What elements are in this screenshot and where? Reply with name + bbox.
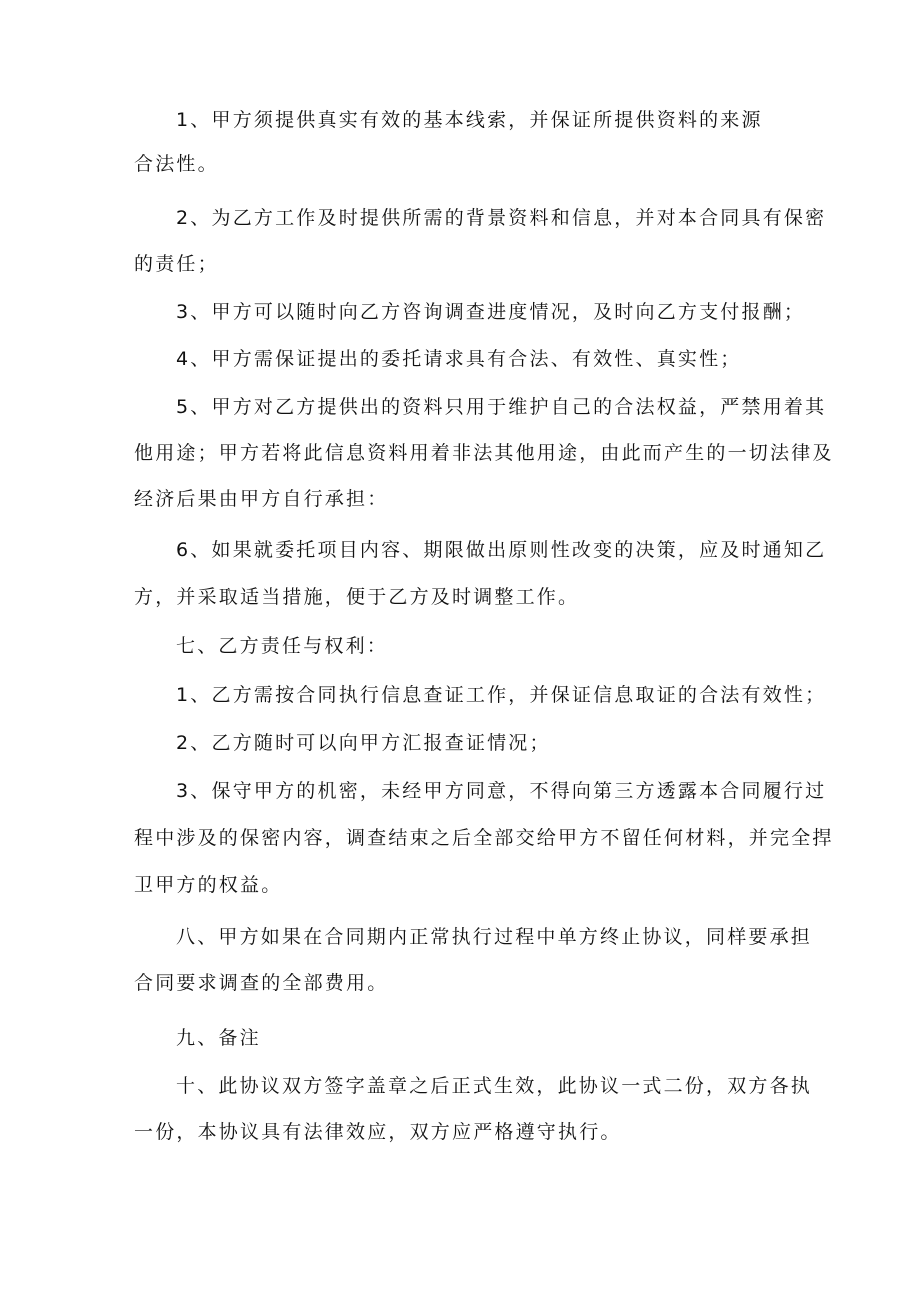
- section-heading: 九、备注: [176, 1027, 261, 1049]
- section-paragraph: 八、甲方如果在合同期内正常执行过程中单方终止协议，同样要承担: [176, 926, 813, 948]
- paragraph-line: 程中涉及的保密内容，调查结束之后全部交给甲方不留任何材料，并完全捍: [134, 827, 834, 849]
- section-paragraph: 十、此协议双方签字盖章之后正式生效，此协议一式二份，双方各执: [176, 1075, 813, 1097]
- paragraph-line: 一份，本协议具有法律效应，双方应严格遵守执行。: [134, 1121, 622, 1143]
- paragraph-line: 3、保守甲方的机密，未经甲方同意，不得向第三方透露本合同履行过: [176, 780, 827, 802]
- paragraph-line: 合同要求调查的全部费用。: [134, 972, 389, 994]
- paragraph-line: 方，并采取适当措施，便于乙方及时调整工作。: [134, 586, 580, 608]
- paragraph-line: 2、乙方随时可以向甲方汇报查证情况；: [176, 732, 551, 754]
- paragraph-line: 经济后果由甲方自行承担：: [134, 488, 389, 510]
- paragraph-line: 他用途；甲方若将此信息资料用着非法其他用途，由此而产生的一切法律及: [134, 442, 834, 464]
- section-heading: 七、乙方责任与权利：: [176, 635, 389, 657]
- paragraph-line: 5、甲方对乙方提供出的资料只用于维护自己的合法权益，严禁用着其: [176, 396, 827, 418]
- paragraph-line: 1、甲方须提供真实有效的基本线索，并保证所提供资料的来源: [176, 109, 763, 131]
- paragraph-line: 3、甲方可以随时向乙方咨询调查进度情况，及时向乙方支付报酬；: [176, 301, 806, 323]
- paragraph-line: 2、为乙方工作及时提供所需的背景资料和信息，并对本合同具有保密: [176, 207, 827, 229]
- paragraph-line: 6、如果就委托项目内容、期限做出原则性改变的决策，应及时通知乙: [176, 539, 827, 561]
- paragraph-line: 1、乙方需按合同执行信息查证工作，并保证信息取证的合法有效性；: [176, 684, 827, 706]
- paragraph-line: 卫甲方的权益。: [134, 874, 283, 896]
- paragraph-line: 的责任；: [134, 253, 219, 275]
- paragraph-line: 合法性。: [134, 153, 219, 175]
- paragraph-line: 4、甲方需保证提出的委托请求具有合法、有效性、真实性；: [176, 348, 742, 370]
